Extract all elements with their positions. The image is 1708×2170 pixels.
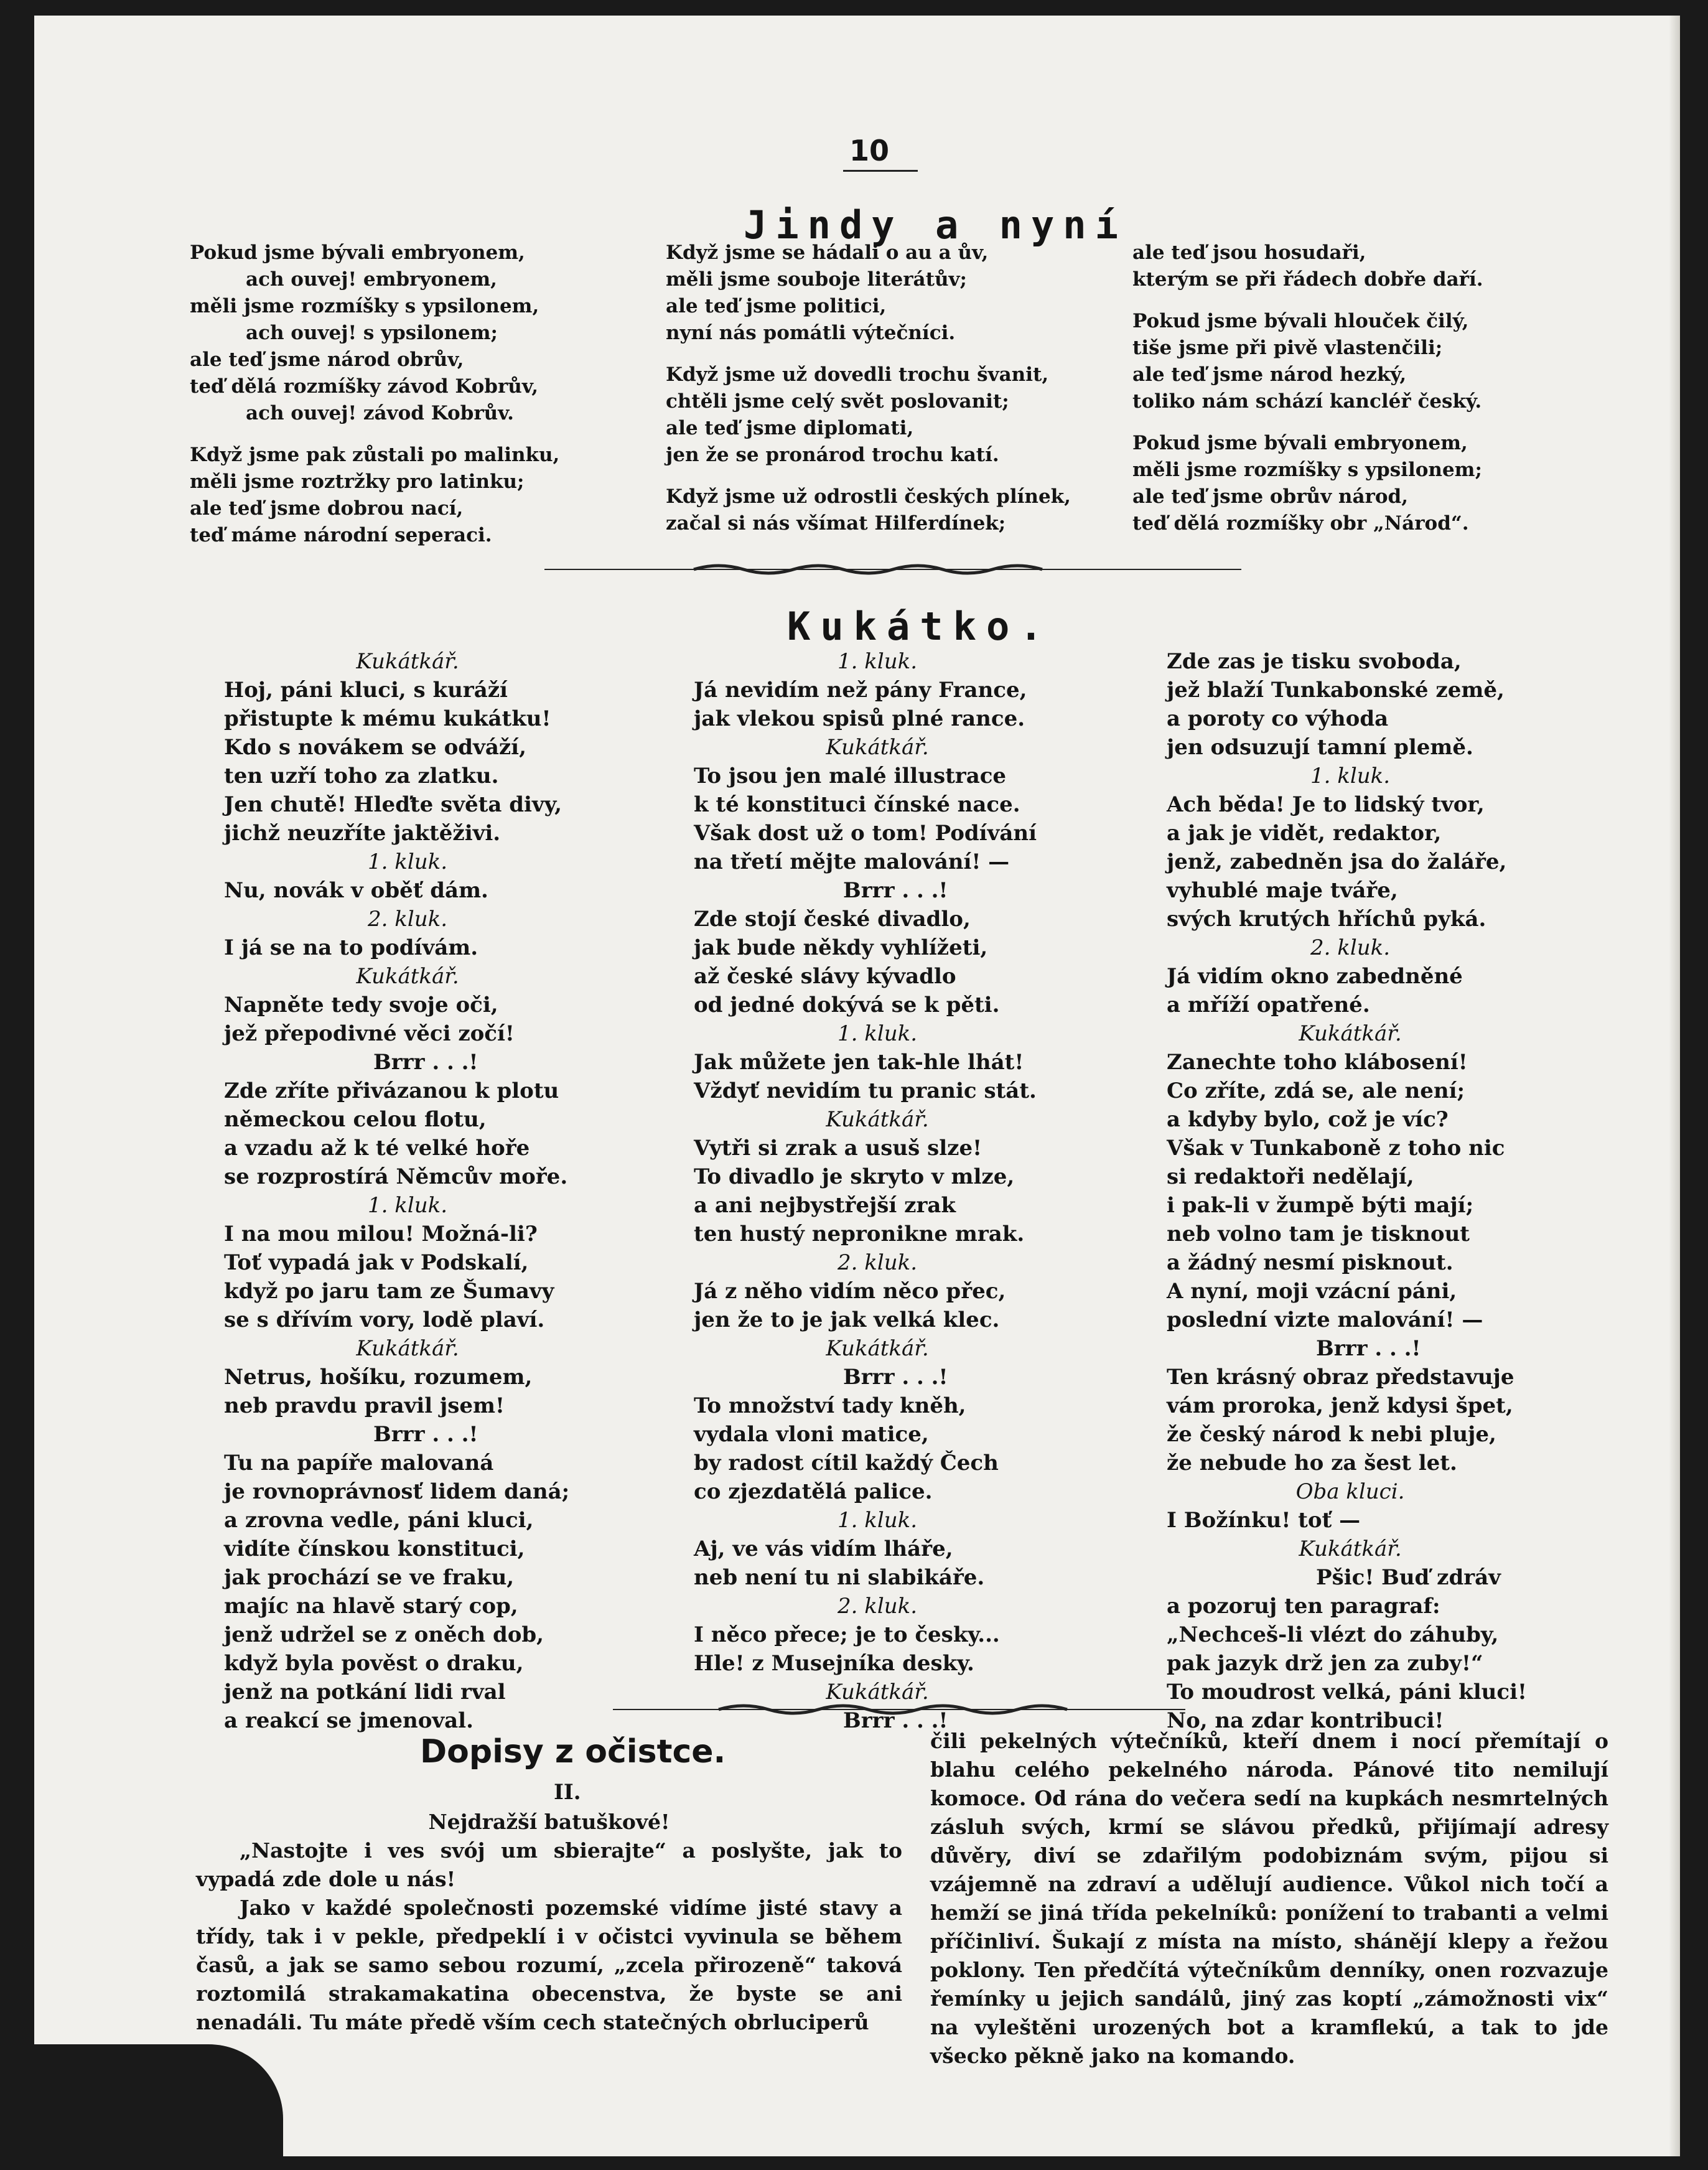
verse-line: Ach běda! Je to lidský tvor, [1167, 792, 1485, 817]
verse-line: se rozprostírá Němcův moře. [224, 1164, 568, 1189]
verse-line: začal si nás všímat Hilferdínek; [666, 512, 1006, 535]
verse-line: Když jsme už dovedli trochu švanit, [666, 363, 1049, 386]
jindy-column-1 [190, 240, 559, 564]
scan-edge [1669, 16, 1680, 2156]
verse-line: a zrovna vedle, páni kluci, [224, 1508, 534, 1533]
verse-line: přistupte k mému kukátku! [224, 706, 551, 731]
verse-line: Když jsme se hádali o au a ův, [666, 241, 989, 264]
verse-line: Brrr . . .! [373, 1050, 478, 1075]
speaker-label: 1. kluk. [367, 849, 448, 874]
verse-line: Brrr . . .! [843, 1365, 948, 1390]
verse-line: měli jsme roztržky pro latinku; [190, 470, 525, 493]
verse-line: Já vidím okno zabedněné [1167, 964, 1463, 989]
verse-line: vydala vloni matice, [694, 1422, 929, 1447]
verse-line: Brrr . . .! [843, 878, 948, 903]
verse-line: chtěli jsme celý svět poslovanit; [666, 390, 1009, 413]
verse-line: „Nechceš-li vlézt do záhuby, [1167, 1622, 1499, 1647]
verse-line: To množství tady kněh, [694, 1393, 966, 1418]
verse-line: a jak je vidět, redaktor, [1167, 821, 1442, 846]
kukatko-column-3 [1167, 647, 1534, 1735]
speaker-label: Kukátkář. [826, 735, 929, 760]
page-number: 10 [849, 134, 890, 167]
verse-line: To moudrost velká, páni kluci! [1167, 1680, 1527, 1705]
verse-line: a žádný nesmí pisknout. [1167, 1250, 1454, 1275]
verse-line: Jen chutě! Hleďte světa divy, [224, 792, 562, 817]
poem-title-kukatko: Kukátko. [787, 604, 1053, 649]
verse-line: vyhublé maje tváře, [1167, 878, 1398, 903]
verse-line: Však v Tunkaboně z toho nic [1167, 1136, 1505, 1161]
verse-line: Napněte tedy svoje oči, [224, 993, 498, 1017]
stanza [190, 240, 559, 427]
verse-line: ale teď jsme diplomati, [666, 417, 914, 439]
article-paragraph: Jako v každé společnosti pozemské vidíme jisté stavy a třídy, tak i v pekle, předpeklí i v očistci vyvinula se během časů, a jak se samo sebou rozumí, „zcela přirozeně“ taková roztomilá strakamakatina obecenstva, že byste se ani nenadáli. Tu máte předě vším cech statečných obrluciperů [196, 1896, 902, 2034]
verse-line: Brrr . . .! [1316, 1336, 1421, 1361]
poem-title-jindy: Jindy a nyní [744, 202, 1127, 248]
verse-line: I na mou milou! Možná-li? [224, 1222, 538, 1246]
verse-line: Pokud jsme bývali embryonem, [190, 241, 525, 264]
verse-line: ach ouvej! závod Kobrův. [246, 402, 514, 424]
article-title-dopisy: Dopisy z očistce. [420, 1733, 726, 1770]
verse-line: jež blaží Tunkabonské země, [1167, 678, 1505, 703]
article-salutation: Nejdražší batuškové! [428, 1810, 670, 1834]
verse-line: jichž neuzříte jaktěživi. [224, 821, 501, 846]
verse-line: k té konstituci čínské nace. [694, 792, 1020, 817]
verse-line: teď máme národní seperaci. [190, 524, 492, 546]
verse-line: jak prochází se ve fraku, [224, 1565, 515, 1590]
verse-line: co zjezdatělá palice. [694, 1479, 933, 1504]
verse-line: I já se na to podívám. [224, 935, 478, 960]
verse-line: a reakcí se jmenoval. [224, 1708, 474, 1733]
jindy-column-3 [1132, 240, 1483, 552]
verse-line: od jedné dokývá se k pěti. [694, 993, 1000, 1017]
speaker-label: Kukátkář. [356, 649, 459, 674]
verse-line: když po jaru tam ze Šumavy [224, 1279, 554, 1304]
verse-line: Tu na papíře malovaná [224, 1451, 494, 1476]
verse-line: toliko nám schází kancléř český. [1132, 390, 1482, 413]
verse-line: si redaktoři nedělají, [1167, 1164, 1414, 1189]
speaker-label: Kukátkář. [356, 964, 459, 989]
verse-line: Nu, novák v oběť dám. [224, 878, 488, 903]
verse-line: že český národ k nebi pluje, [1167, 1422, 1496, 1447]
verse-line: německou celou flotu, [224, 1107, 487, 1132]
verse-line: že nebude ho za šest let. [1167, 1451, 1457, 1476]
verse-line: A nyní, moji vzácní páni, [1167, 1279, 1457, 1304]
verse-line: neb pravdu pravil jsem! [224, 1393, 505, 1418]
ornament-divider-1 [544, 563, 1241, 576]
verse-line: jak vlekou spisů plné rance. [694, 706, 1025, 731]
verse-line: Co zříte, zdá se, ale není; [1167, 1078, 1465, 1103]
ornament-divider-2 [613, 1703, 1185, 1716]
verse-line: jenž, zabedněn jsa do žaláře, [1167, 849, 1507, 874]
speaker-label: Kukátkář. [1299, 1536, 1402, 1561]
verse-line: Brrr . . .! [843, 1708, 948, 1733]
verse-line: Netrus, hošíku, rozumem, [224, 1365, 533, 1390]
verse-line: jen že to je jak velká klec. [694, 1307, 1000, 1332]
verse-line: ale teď jsme dobrou nací, [190, 497, 464, 520]
verse-line: a pozoruj ten paragraf: [1167, 1594, 1440, 1619]
verse-line: Vytři si zrak a usuš slze! [694, 1136, 982, 1161]
verse-line: I Božínku! toť — [1167, 1508, 1361, 1533]
verse-line: Když jsme pak zůstali po malinku, [190, 444, 560, 466]
speaker-label: Kukátkář. [356, 1336, 459, 1361]
verse-line: jež přepodivné věci zočí! [224, 1021, 515, 1046]
verse-line: ach ouvej! embryonem, [246, 268, 497, 291]
speaker-label: Kukátkář. [1299, 1021, 1402, 1046]
verse-line: měli jsme rozmíšky s ypsilonem, [190, 295, 539, 317]
speaker-label: 2. kluk. [367, 907, 448, 932]
verse-line: ale teď jsme národ obrův, [190, 348, 464, 371]
verse-line: neb není tu ni slabikáře. [694, 1565, 985, 1590]
verse-line: teď dělá rozmíšky závod Kobrův, [190, 375, 539, 398]
verse-line: Brrr . . .! [373, 1422, 478, 1447]
verse-line: Zde stojí české divadlo, [694, 907, 971, 932]
verse-line: To jsou jen malé illustrace [694, 764, 1007, 788]
verse-line: a ani nejbystřejší zrak [694, 1193, 956, 1218]
verse-line: Já z něho vidím něco přec, [694, 1279, 1006, 1304]
stanza [1132, 240, 1483, 293]
article-left-column [196, 1808, 902, 2037]
verse-line: vidíte čínskou konstituci, [224, 1536, 525, 1561]
verse-line: Vždyť nevidím tu pranic stát. [694, 1078, 1037, 1103]
kukatko-column-2 [694, 647, 1061, 1735]
verse-line: se s dřívím vory, lodě plaví. [224, 1307, 545, 1332]
verse-line: No, na zdar kontribuci! [1167, 1708, 1444, 1733]
article-paragraph: čili pekelných výtečníků, kteří dnem i nocí přemítají o blahu celého pekelného národa. Pánové tito nemilují komoce. Od rána do večera sedí na kupkách nesmrtelných zásluh svých, krmí se slávou předků, přijímají adresy důvěry, diví se zdařilým podobiznám svým, pijou si vzájemně na zdraví a udělují audience. Vůkol nich točí a hemží se jiná třída pekelníků: ponížení to trabanti a velmi příčinliví. Šukají z místa na místo, shánějí klepy a řežou poklony. Ten předčítá výtečníkům denníky, onen rozvazuje řemínky u jejich sandálů, jiný zas koptí „zámožnosti vix“ na vyleštěni urozených bot a kramflekú, a tak to jde všecko pěkně jako na komando. [930, 1729, 1608, 2068]
verse-line: svých krutých hříchů pyká. [1167, 907, 1486, 932]
stanza [1132, 430, 1483, 537]
verse-line: a mříží opatřené. [1167, 993, 1370, 1017]
verse-line: jen odsuzují tamní plemě. [1167, 735, 1473, 760]
verse-line: Pšic! Buď zdráv [1316, 1565, 1501, 1590]
speaker-label: Kukátkář. [826, 1680, 929, 1705]
jindy-column-2 [666, 240, 1071, 552]
verse-line: a vzadu až k té velké hoře [224, 1136, 530, 1161]
verse-line: Zanechte toho klábosení! [1167, 1050, 1468, 1075]
kukatko-column-1 [224, 647, 591, 1735]
verse-line: Pokud jsme bývali hlouček čilý, [1132, 310, 1469, 332]
article-right-column [930, 1727, 1608, 2070]
stanza [666, 484, 1071, 537]
verse-line: měli jsme rozmíšky s ypsilonem; [1132, 459, 1482, 481]
verse-line: vám proroka, jenž kdysi špet, [1167, 1393, 1513, 1418]
verse-line: ten hustý nepronikne mrak. [694, 1222, 1025, 1246]
page-number-rule [843, 170, 918, 172]
verse-line: jak bude někdy vyhlížeti, [694, 935, 988, 960]
verse-line: teď dělá rozmíšky obr „Národ“. [1132, 512, 1469, 535]
verse-line: nyní nás pomátli výtečníci. [666, 322, 956, 344]
verse-line: Pokud jsme bývali embryonem, [1132, 432, 1468, 454]
verse-line: Aj, ve vás vidím lháře, [694, 1536, 953, 1561]
speaker-label: Oba kluci. [1295, 1479, 1405, 1504]
verse-line: poslední vizte malování! — [1167, 1307, 1483, 1332]
verse-line: Zde zas je tisku svoboda, [1167, 649, 1462, 674]
verse-line: by radost cítil každý Čech [694, 1451, 999, 1476]
verse-line: Hoj, páni kluci, s kuráží [224, 678, 508, 703]
verse-line: na třetí mějte malování! — [694, 849, 1010, 874]
speaker-label: Kukátkář. [826, 1336, 929, 1361]
verse-line: kterým se při řádech dobře daří. [1132, 268, 1483, 291]
verse-line: ale teď jsme obrův národ, [1132, 485, 1409, 508]
verse-line: Však dost už o tom! Podívání [694, 821, 1037, 846]
verse-line: majíc na hlavě starý cop, [224, 1594, 518, 1619]
speaker-label: 1. kluk. [1310, 764, 1391, 788]
verse-line: měli jsme souboje literátův; [666, 268, 967, 291]
verse-line: Já nevidím než pány France, [694, 678, 1027, 703]
stanza [190, 442, 559, 549]
speaker-label: 2. kluk. [837, 1594, 918, 1619]
verse-line: Kdo s novákem se odváží, [224, 735, 526, 760]
verse-line: i pak-li v žumpě býti mají; [1167, 1193, 1474, 1218]
verse-line: a kdyby bylo, což je víc? [1167, 1107, 1449, 1132]
stanza [666, 362, 1071, 469]
verse-line: když byla pověst o draku, [224, 1651, 524, 1676]
stanza [1132, 308, 1483, 415]
verse-line: je rovnoprávnosť lidem daná; [224, 1479, 570, 1504]
verse-line: Hle! z Musejníka desky. [694, 1651, 974, 1676]
speaker-label: 1. kluk. [837, 1021, 918, 1046]
verse-line: až české slávy kývadlo [694, 964, 956, 989]
verse-line: Ten krásný obraz představuje [1167, 1365, 1514, 1390]
verse-line: ach ouvej! s ypsilonem; [246, 322, 498, 344]
speaker-label: 2. kluk. [837, 1250, 918, 1275]
verse-line: jenž udržel se z oněch dob, [224, 1622, 544, 1647]
ink-blot [34, 2044, 283, 2156]
verse-line: Zde zříte přivázanou k plotu [224, 1078, 559, 1103]
verse-line: Když jsme už odrostli českých plínek, [666, 485, 1071, 508]
speaker-label: 2. kluk. [1310, 935, 1391, 960]
verse-line: To divadlo je skryto v mlze, [694, 1164, 1015, 1189]
verse-line: jen že se pronárod trochu katí. [666, 444, 999, 466]
verse-line: jenž na potkání lidi rval [224, 1680, 506, 1705]
speaker-label: 1. kluk. [367, 1193, 448, 1218]
verse-line: Toť vypadá jak v Podskalí, [224, 1250, 529, 1275]
article-part-number: II. [554, 1780, 581, 1805]
verse-line: ten uzří toho za zlatku. [224, 764, 499, 788]
stanza [666, 240, 1071, 347]
speaker-label: 1. kluk. [837, 1508, 918, 1533]
verse-line: ale teď jsou hosudaři, [1132, 241, 1366, 264]
verse-line: Jak můžete jen tak-hle lhát! [694, 1050, 1024, 1075]
speaker-label: 1. kluk. [837, 649, 918, 674]
newspaper-page [34, 16, 1680, 2156]
verse-line: neb volno tam je tisknout [1167, 1222, 1470, 1246]
article-paragraph: „Nastojte i ves svój um sbierajte“ a poslyšte, jak to vypadá zde dole u nás! [196, 1838, 902, 1891]
verse-line: pak jazyk drž jen za zuby!“ [1167, 1651, 1483, 1676]
verse-line: ale teď jsme politici, [666, 295, 887, 317]
verse-line: a poroty co výhoda [1167, 706, 1389, 731]
speaker-label: Kukátkář. [826, 1107, 929, 1132]
verse-line: tiše jsme při pivě vlastenčili; [1132, 337, 1443, 359]
verse-line: I něco přece; je to česky... [694, 1622, 1000, 1647]
verse-line: ale teď jsme národ hezký, [1132, 363, 1407, 386]
